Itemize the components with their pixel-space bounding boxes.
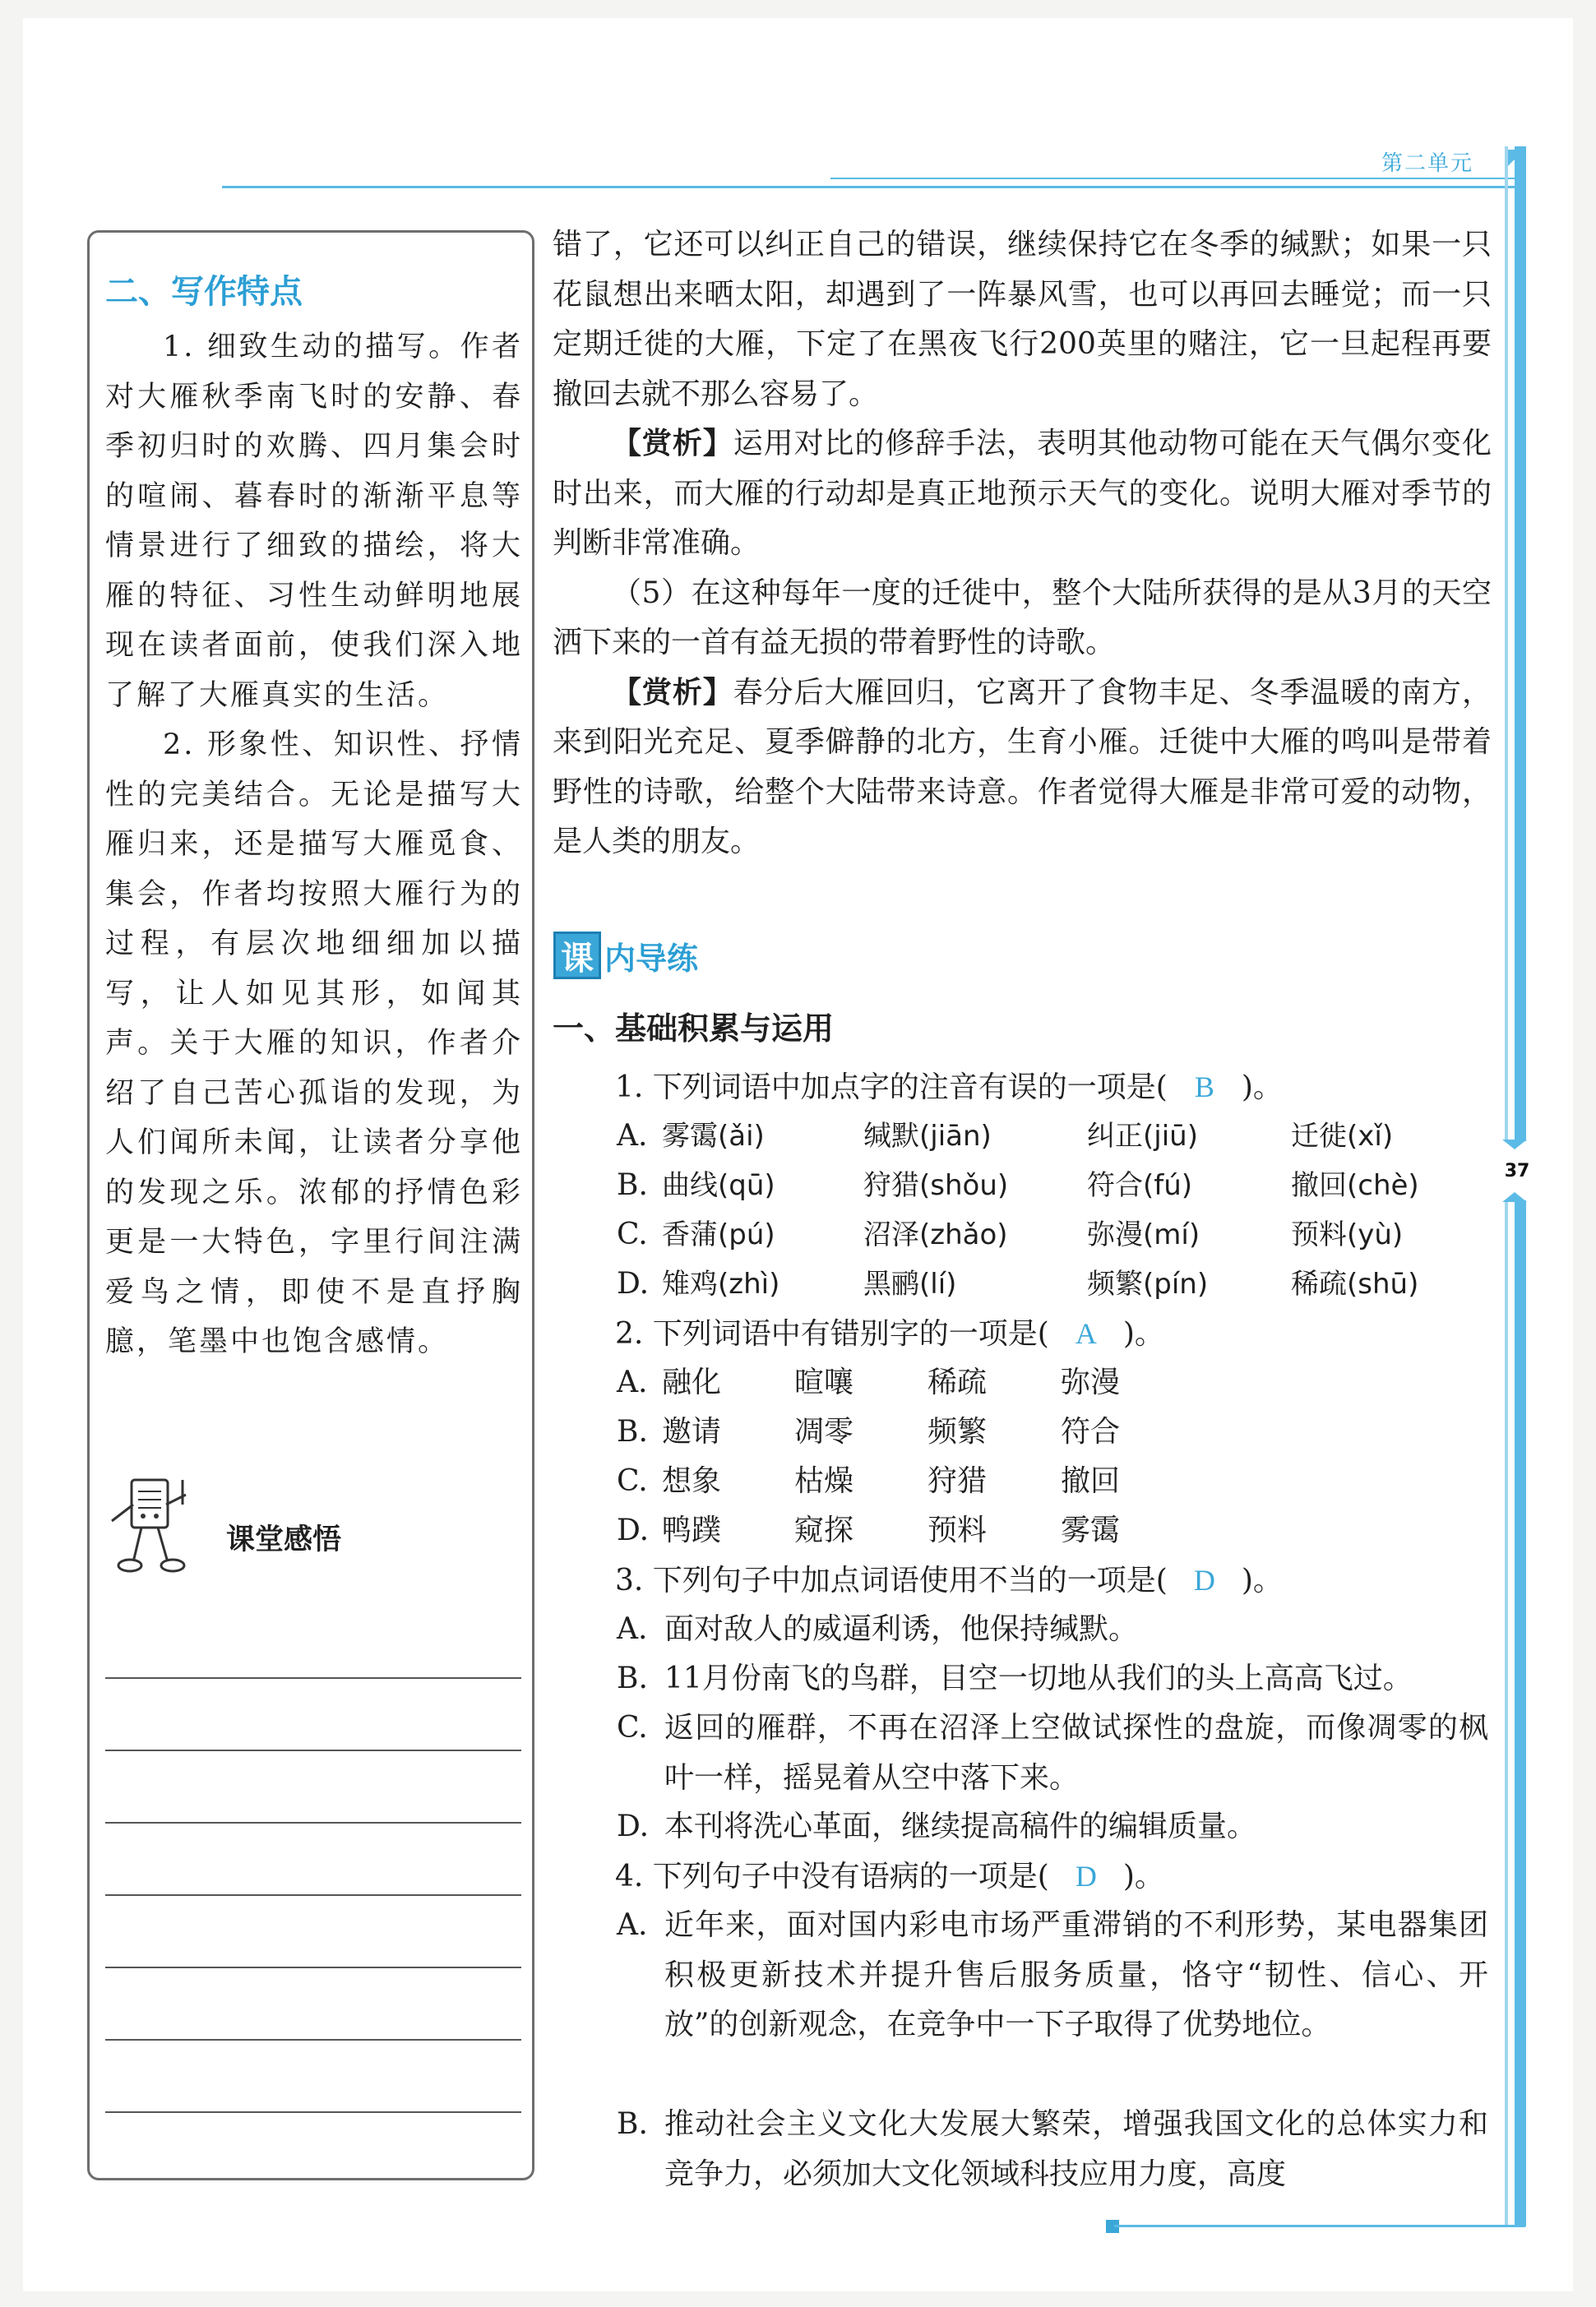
quote-5: （5）在这种每年一度的迁徙中，整个大陆所获得的是从3月的天空洒下来的一首有益无损的带着野性的诗歌。 [553, 576, 1492, 659]
option-item: 沼泽(zhǎo) [863, 1218, 1008, 1251]
option-text: 返回的雁群，不再在沼泽上空做试探性的盘旋，而像凋零的枫叶一样，摇晃着从空中落下来。 [664, 1711, 1488, 1795]
option-item: 邀请 [662, 1415, 722, 1449]
passage-continuation: 错了，它还可以纠正自己的错误，继续保持它在冬季的缄默；如果一只花鼠想出来晒太阳，却遇到了一阵暴风雪，也可以再回去睡觉；而一只定期迁徙的大雁，下定了在黑夜飞行200英里的赌注，它一旦起程再要撤回去就不那么容易了。 [553, 228, 1492, 411]
appreciation-1-text: 运用对比的修辞手法，表明其他动物可能在天气偶尔变化时出来，而大雁的行动却是真正地预示天气的变化。说明大雁对季节的判断非常准确。 [553, 427, 1492, 560]
option-item: 纠正(jiū) [1087, 1120, 1198, 1153]
question-4-stem [615, 1852, 1495, 1902]
unit-label: 第二单元 [1381, 146, 1505, 179]
analysis-text [553, 220, 1492, 867]
q4-option-b[interactable] [617, 2100, 1488, 2199]
question-text: 2. 下列词语中有错别字的一项是( [615, 1317, 1049, 1351]
option-item: 狩猎(shǒu) [863, 1169, 1009, 1202]
question-3-stem [615, 1556, 1495, 1607]
page-number: 37 [1492, 1141, 1542, 1200]
option-label: C. [617, 1711, 648, 1745]
in-class-practice-heading [553, 931, 698, 980]
option-text: 面对敌人的威逼利诱，他保持缄默。 [664, 1612, 1139, 1646]
option-label: D. [617, 1267, 650, 1301]
lesson-icon: 课 [553, 932, 601, 979]
basic-skills-heading: 一、基础积累与运用 [553, 1010, 835, 1047]
writing-features-text [105, 322, 523, 1367]
option-item: 雾霭(ǎi) [662, 1120, 765, 1153]
option-label: A. [617, 1366, 648, 1399]
writing-line[interactable] [105, 1967, 521, 1968]
option-item: 撤回(chè) [1291, 1169, 1419, 1202]
header-rule-lower [222, 186, 1517, 188]
question-text: 1. 下列词语中加点字的注音有误的一项是( [615, 1070, 1168, 1104]
option-item: 融化 [662, 1366, 722, 1399]
option-item: 稀疏(shū) [1291, 1268, 1419, 1301]
writing-line[interactable] [105, 2111, 521, 2113]
appreciation-1 [553, 419, 1492, 569]
q2-option-b[interactable] [617, 1408, 1497, 1457]
option-item: 缄默(jiān) [863, 1120, 992, 1153]
appreciation-2 [553, 668, 1492, 867]
option-text: 推动社会主义文化大发展大繁荣，增强我国文化的总体实力和竞争力，必须加大文化领域科技应用力度，高度 [664, 2107, 1488, 2191]
option-label: D. [617, 1514, 650, 1547]
q3-option-a[interactable] [617, 1605, 1488, 1655]
answer-q1[interactable]: B [1194, 1070, 1214, 1103]
feature-paragraph-2: 2. 形象性、知识性、抒情性的完美结合。无论是描写大雁归来，还是描写大雁觅食、集会，作者均按照大雁行为的过程，有层次地细细加以描写，让人如见其形，如闻其声。关于大雁的知识，作者介绍了自己苦心孤诣的发现，为人们闻所未闻，让读者分享他的发现之乐。浓郁的抒情色彩更是一大特色，字里行间注满爱鸟之情，即使不是直抒胸臆，笔墨中也饱含感情。 [105, 728, 523, 1358]
q1-option-b[interactable] [617, 1161, 1497, 1210]
q3-option-d[interactable] [617, 1802, 1488, 1852]
option-text: 本刊将洗心革面，继续提高稿件的编辑质量。 [664, 1810, 1257, 1843]
question-text: 4. 下列句子中没有语病的一项是( [615, 1860, 1049, 1893]
option-item: 暄嚷 [794, 1366, 854, 1399]
writing-line[interactable] [105, 2039, 521, 2041]
appreciation-tag: 【赏析】 [612, 675, 733, 710]
appreciation-2-text: 春分后大雁回归，它离开了食物丰足、冬季温暖的南方，来到阳光充足、夏季僻静的北方，生育小雁。迁徙中大雁的鸣叫是带着野性的诗歌，给整个大陆带来诗意。作者觉得大雁是非常可爱的动物，是人类的朋友。 [553, 675, 1492, 858]
answer-q3[interactable]: D [1193, 1564, 1215, 1597]
option-label: B. [617, 1415, 648, 1449]
option-item: 香蒲(pú) [662, 1218, 775, 1251]
q2-option-c[interactable] [617, 1457, 1497, 1506]
option-label: C. [617, 1218, 648, 1251]
option-item: 雉鸡(zhì) [662, 1268, 780, 1301]
question-end: )。 [1122, 1860, 1164, 1893]
writing-line[interactable] [105, 1894, 521, 1896]
option-item: 鸭蹼 [662, 1514, 722, 1547]
appreciation-tag: 【赏析】 [612, 427, 733, 460]
option-label: B. [617, 1168, 648, 1202]
option-label: C. [617, 1464, 648, 1498]
option-item: 频繁(pín) [1087, 1268, 1209, 1301]
class-notes-title: 课堂感悟 [226, 1523, 342, 1556]
option-item: 频繁 [928, 1415, 988, 1449]
question-end: )。 [1122, 1317, 1164, 1351]
q1-option-d[interactable] [617, 1260, 1497, 1309]
option-label: B. [617, 1662, 648, 1695]
option-item: 枯燥 [794, 1464, 854, 1498]
question-text: 3. 下列句子中加点词语使用不当的一项是( [615, 1564, 1168, 1597]
writing-line[interactable] [105, 1822, 521, 1824]
footer-rule [1114, 2225, 1525, 2227]
option-label: A. [617, 1119, 648, 1153]
q1-option-a[interactable] [617, 1112, 1497, 1161]
option-item: 弥漫(mí) [1087, 1218, 1200, 1251]
q2-option-a[interactable] [617, 1358, 1497, 1408]
writing-line[interactable] [105, 1750, 521, 1751]
answer-q4[interactable]: D [1075, 1860, 1097, 1893]
q3-option-b[interactable] [617, 1654, 1488, 1704]
q1-option-c[interactable] [617, 1210, 1497, 1260]
option-item: 撤回 [1061, 1464, 1121, 1498]
option-item: 狩猎 [928, 1464, 988, 1498]
option-item: 预料(yù) [1291, 1218, 1404, 1251]
q4-option-a[interactable] [617, 1901, 1488, 2050]
option-item: 符合(fú) [1087, 1169, 1193, 1202]
writing-features-heading: 二、写作特点 [105, 273, 303, 311]
option-text: 近年来，面对国内彩电市场严重滞销的不利形势，某电器集团积极更新技术并提升售后服务质量，恪守“韧性、信心、开放”的创新观念，在竞争中一下子取得了优势地位。 [664, 1908, 1488, 2041]
question-end: )。 [1241, 1564, 1283, 1597]
option-item: 稀疏 [928, 1366, 988, 1399]
option-item: 窥探 [794, 1514, 854, 1547]
option-item: 符合 [1061, 1415, 1121, 1449]
writing-line[interactable] [105, 1677, 521, 1679]
option-label: A. [617, 1908, 648, 1942]
option-item: 雾霭 [1061, 1514, 1121, 1547]
option-item: 曲线(qū) [662, 1169, 775, 1202]
option-item: 凋零 [794, 1415, 854, 1449]
option-label: A. [617, 1612, 648, 1646]
question-end: )。 [1241, 1070, 1283, 1104]
feature-paragraph-1: 1. 细致生动的描写。作者对大雁秋季南飞时的安静、春季初归时的欢腾、四月集会时的喧闹、暮春时的渐渐平息等情景进行了细致的描绘，将大雁的特征、习性生动鲜明地展现在读者面前，使我们深入地了解了大雁真实的生活。 [105, 331, 523, 712]
notebook-figure-icon [100, 1472, 199, 1579]
option-item: 黑鹂(lí) [863, 1268, 957, 1301]
option-label: D. [617, 1810, 650, 1843]
option-item: 想象 [662, 1464, 722, 1498]
option-item: 迁徙(xǐ) [1291, 1120, 1394, 1153]
question-1-stem [615, 1062, 1495, 1113]
answer-q2[interactable]: A [1075, 1317, 1097, 1350]
q2-option-d[interactable] [617, 1506, 1497, 1556]
option-item: 预料 [928, 1514, 988, 1547]
q3-option-c[interactable] [617, 1704, 1488, 1803]
in-class-practice-label: 内导练 [604, 940, 699, 977]
question-2-stem [615, 1309, 1495, 1360]
option-label: B. [617, 2107, 648, 2141]
option-item: 弥漫 [1061, 1366, 1121, 1399]
option-text: 11月份南飞的鸟群，目空一切地从我们的头上高高飞过。 [664, 1662, 1413, 1695]
